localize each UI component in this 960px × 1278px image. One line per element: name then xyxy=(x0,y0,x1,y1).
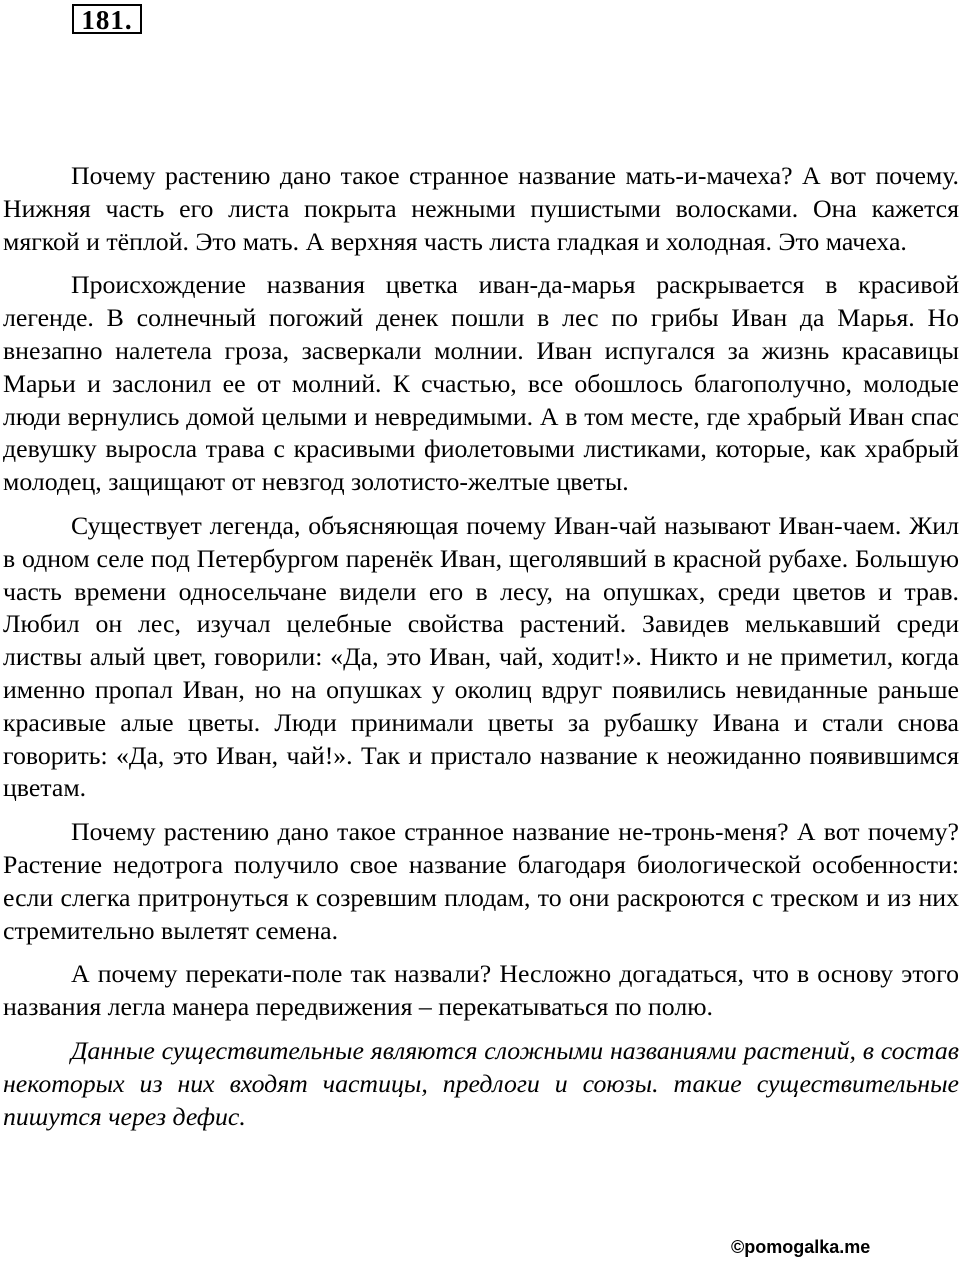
paragraph-mat-i-macheha: Почему растению дано такое странное название мать-и-мачеха? А вот почему. Нижняя часть его листа покрыта нежными пушистыми волосками. Она кажется мягкой и тёплой. Это мать. А верхняя часть листа гладкая и холодная. Это мачеха. xyxy=(3,161,959,256)
exercise-number-badge: 181. xyxy=(72,4,142,34)
site-watermark: ©pomogalka.me xyxy=(731,1237,871,1257)
paragraph-ne-tron-menya: Почему растению дано такое странное название не-тронь-меня? А вот почему? Растение недотрога получило свое название благодаря биологической особенности: если слегка притронуться к созревшим плодам, то они раскроются с треском и из них стремительно вылетят семена. xyxy=(3,817,959,945)
conclusion-paragraph: Данные существительные являются сложными названиями растений, в состав некоторых из них входят частицы, предлоги и союзы. такие существительные пишутся через дефис. xyxy=(3,1035,959,1131)
answer-text xyxy=(3,160,959,1144)
paragraph-perekati-pole: А почему перекати-поле так назвали? Несложно догадаться, что в основу этого названия легла манера передвижения – перекатываться по полю. xyxy=(3,959,959,1022)
paragraph-ivan-chai: Существует легенда, объясняющая почему Иван-чай называют Иван-чаем. Жил в одном селе под Петербургом паренёк Иван, щеголявший в красной рубахе. Большую часть времени односельчане видели его в лесу, на опушках, среди цветов и трав. Любил он лес, изучал целебные свойства растений. Завидев мелькавший среди листвы алый цвет, говорили: «Да, это Иван, чай, ходит!». Никто и не приметил, когда именно пропал Иван, но на опушках у околиц вдруг появились невиданные раньше красивые алые цветы. Люди принимали цветы за рубашку Ивана и стали снова говорить: «Да, это Иван, чай!». Так и пристало название к неожиданно появившимся цветам. xyxy=(3,510,959,803)
paragraph-ivan-da-marya: Происхождение названия цветка иван-да-марья раскрывается в красивой легенде. В солнечный погожий денек пошли в лес по грибы Иван да Марья. Но внезапно налетела гроза, засверкали молнии. Иван испугался за жизнь красавицы Марьи и заслонил ее от молний. К счастью, все обошлось благополучно, молодые люди вернулись домой целыми и невредимыми. А в том месте, где храбрый Иван спас девушку выросла трава с красивыми фиолетовыми листиками, которые, как храбрый молодец, защищают от невзгод золотисто-желтые цветы. xyxy=(3,270,959,497)
